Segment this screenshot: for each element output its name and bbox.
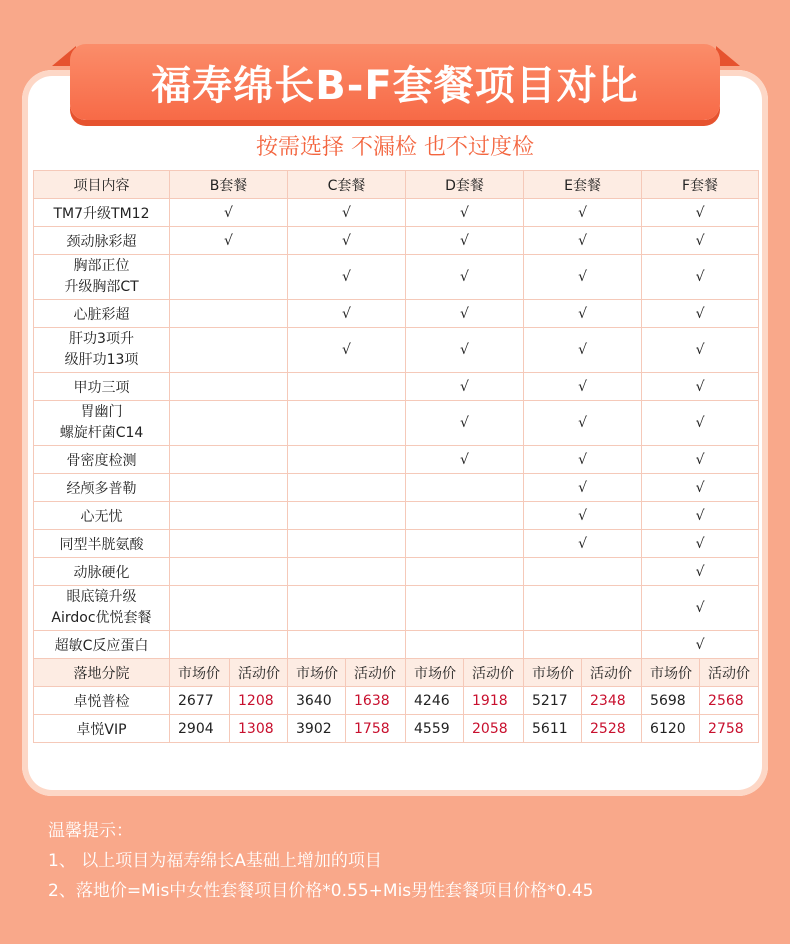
check-cell (642, 199, 759, 227)
checkmark-icon: √ (695, 479, 705, 496)
market-price-cell: 5698 (642, 687, 700, 715)
activity-price-header: 活动价 (700, 659, 759, 687)
tips-title: 温馨提示： (48, 821, 133, 841)
item-name-cell (34, 328, 170, 373)
check-cell (170, 255, 288, 300)
price-row (34, 715, 759, 743)
check-cell (406, 474, 524, 502)
page-subtitle: 按需选择 不漏检 也不过度检 (256, 135, 534, 160)
page-title: 福寿绵长B-F套餐项目对比 (151, 62, 639, 109)
market-price-cell: 4246 (406, 687, 464, 715)
activity-price-cell: 1638 (346, 687, 406, 715)
tips-item-1: 1、 以上项目为福寿绵长A基础上增加的项目 (48, 851, 382, 871)
check-cell (170, 586, 288, 631)
item-name-cell: TM7升级TM12 (34, 199, 170, 227)
table-row (34, 300, 759, 328)
market-price-cell: 6120 (642, 715, 700, 743)
activity-price-cell: 1758 (346, 715, 406, 743)
market-price-header: 市场价 (406, 659, 464, 687)
table-row (34, 446, 759, 474)
item-name-cell: 超敏C反应蛋白 (34, 631, 170, 659)
activity-price-header: 活动价 (582, 659, 642, 687)
checkmark-icon: √ (578, 268, 587, 285)
check-cell (170, 227, 288, 255)
table-row (34, 530, 759, 558)
item-name-line: 螺旋杆菌C14 (59, 425, 144, 441)
item-name-line: 级肝功13项 (64, 352, 139, 368)
check-cell (642, 586, 759, 631)
check-cell (288, 199, 406, 227)
check-cell (406, 300, 524, 328)
check-cell (288, 373, 406, 401)
title-banner (70, 44, 720, 120)
check-cell (170, 199, 288, 227)
header-cell: D套餐 (406, 171, 524, 199)
check-cell (406, 586, 524, 631)
item-name-cell (34, 401, 170, 446)
item-name-cell: 心无忧 (34, 502, 170, 530)
activity-price-cell: 2758 (700, 715, 759, 743)
checkmark-icon: √ (695, 204, 705, 221)
check-cell (406, 530, 524, 558)
checkmark-icon: √ (460, 232, 469, 249)
item-name-cell: 动脉硬化 (34, 558, 170, 586)
market-price-cell: 2904 (170, 715, 230, 743)
check-cell (288, 446, 406, 474)
check-cell (642, 401, 759, 446)
branch-name-cell: 卓悦VIP (34, 715, 170, 743)
item-name-cell: 同型半胱氨酸 (34, 530, 170, 558)
market-price-cell: 5611 (524, 715, 582, 743)
checkmark-icon: √ (578, 232, 587, 249)
check-cell (170, 401, 288, 446)
check-cell (170, 530, 288, 558)
check-cell (642, 373, 759, 401)
check-cell (524, 586, 642, 631)
checkmark-icon: √ (342, 305, 351, 322)
checkmark-icon: √ (578, 305, 587, 322)
table-row (34, 474, 759, 502)
checkmark-icon: √ (578, 341, 587, 358)
checkmark-icon: √ (578, 451, 587, 468)
check-cell (170, 300, 288, 328)
market-price-cell: 5217 (524, 687, 582, 715)
check-cell (288, 401, 406, 446)
activity-price-cell: 1208 (230, 687, 288, 715)
checkmark-icon: √ (224, 232, 233, 249)
table-row (34, 199, 759, 227)
checkmark-icon: √ (695, 268, 705, 285)
activity-price-cell: 2058 (464, 715, 524, 743)
table-row (34, 227, 759, 255)
check-cell (524, 502, 642, 530)
check-cell (524, 227, 642, 255)
activity-price-header: 活动价 (464, 659, 524, 687)
checkmark-icon: √ (695, 451, 705, 468)
checkmark-icon: √ (695, 636, 705, 653)
check-cell (288, 586, 406, 631)
check-cell (288, 502, 406, 530)
header-cell: F套餐 (642, 171, 759, 199)
activity-price-cell: 1308 (230, 715, 288, 743)
item-name-cell: 甲功三项 (34, 373, 170, 401)
table-row (34, 631, 759, 659)
item-name-line: 胃幽门 (80, 404, 123, 420)
check-cell (170, 474, 288, 502)
checkmark-icon: √ (695, 507, 705, 524)
check-cell (524, 255, 642, 300)
activity-price-cell: 1918 (464, 687, 524, 715)
check-cell (642, 530, 759, 558)
activity-price-cell: 2568 (700, 687, 759, 715)
check-cell (406, 199, 524, 227)
check-cell (288, 631, 406, 659)
checkmark-icon: √ (460, 341, 469, 358)
checkmark-icon: √ (342, 232, 351, 249)
check-cell (170, 328, 288, 373)
check-cell (524, 631, 642, 659)
checkmark-icon: √ (342, 204, 351, 221)
activity-price-cell: 2528 (582, 715, 642, 743)
check-cell (524, 328, 642, 373)
check-cell (288, 558, 406, 586)
item-name-cell: 心脏彩超 (34, 300, 170, 328)
table-row (34, 328, 759, 373)
check-cell (524, 199, 642, 227)
check-cell (524, 401, 642, 446)
item-name-cell: 经颅多普勒 (34, 474, 170, 502)
market-price-header: 市场价 (524, 659, 582, 687)
activity-price-cell: 2348 (582, 687, 642, 715)
table-row (34, 502, 759, 530)
header-cell: 项目内容 (34, 171, 170, 199)
item-name-line: 肝功3项升 (69, 331, 134, 347)
check-cell (642, 255, 759, 300)
check-cell (642, 502, 759, 530)
check-cell (642, 631, 759, 659)
checkmark-icon: √ (460, 268, 469, 285)
item-name-cell (34, 255, 170, 300)
checkmark-icon: √ (695, 305, 705, 322)
checkmark-icon: √ (342, 341, 351, 358)
checkmark-icon: √ (578, 378, 587, 395)
item-name-cell: 骨密度检测 (34, 446, 170, 474)
check-cell (524, 373, 642, 401)
checkmark-icon: √ (578, 507, 587, 524)
item-name-line: 胸部正位 (73, 258, 130, 274)
branch-name-cell: 卓悦普检 (34, 687, 170, 715)
header-cell: E套餐 (524, 171, 642, 199)
check-cell (288, 227, 406, 255)
tips-section (48, 816, 594, 906)
check-cell (170, 446, 288, 474)
checkmark-icon: √ (695, 232, 705, 249)
checkmark-icon: √ (578, 414, 587, 431)
check-cell (524, 474, 642, 502)
table-row (34, 586, 759, 631)
activity-price-header: 活动价 (346, 659, 406, 687)
market-price-header: 市场价 (642, 659, 700, 687)
check-cell (524, 300, 642, 328)
market-price-cell: 4559 (406, 715, 464, 743)
checkmark-icon: √ (578, 535, 587, 552)
check-cell (642, 558, 759, 586)
item-name-line: 升级胸部CT (64, 279, 139, 295)
check-cell (524, 446, 642, 474)
check-cell (406, 328, 524, 373)
checkmark-icon: √ (460, 451, 469, 468)
checkmark-icon: √ (460, 305, 469, 322)
check-cell (406, 255, 524, 300)
item-name-cell (34, 586, 170, 631)
check-cell (406, 446, 524, 474)
checkmark-icon: √ (695, 599, 705, 616)
checkmark-icon: √ (695, 378, 705, 395)
table-row (34, 373, 759, 401)
market-price-header: 市场价 (170, 659, 230, 687)
check-cell (642, 227, 759, 255)
check-cell (406, 502, 524, 530)
checkmark-icon: √ (460, 378, 469, 395)
check-cell (642, 474, 759, 502)
item-name-line: Airdoc优悦套餐 (51, 610, 152, 626)
check-cell (524, 558, 642, 586)
price-header-row (34, 659, 759, 687)
checkmark-icon: √ (578, 204, 587, 221)
table-header-row (34, 171, 759, 199)
item-name-cell: 颈动脉彩超 (34, 227, 170, 255)
checkmark-icon: √ (695, 341, 705, 358)
check-cell (288, 255, 406, 300)
header-cell: C套餐 (288, 171, 406, 199)
comparison-table (33, 170, 759, 743)
check-cell (170, 373, 288, 401)
checkmark-icon: √ (460, 414, 469, 431)
tips-item-2: 2、落地价=Mis中女性套餐项目价格*0.55+Mis男性套餐项目价格*0.45 (48, 881, 594, 901)
checkmark-icon: √ (695, 535, 705, 552)
check-cell (406, 401, 524, 446)
check-cell (406, 558, 524, 586)
check-cell (642, 328, 759, 373)
market-price-header: 市场价 (288, 659, 346, 687)
check-cell (170, 558, 288, 586)
table-row (34, 558, 759, 586)
item-name-line: 眼底镜升级 (66, 589, 137, 605)
check-cell (406, 631, 524, 659)
market-price-cell: 2677 (170, 687, 230, 715)
check-cell (288, 300, 406, 328)
check-cell (288, 530, 406, 558)
check-cell (288, 328, 406, 373)
check-cell (406, 227, 524, 255)
check-cell (406, 373, 524, 401)
check-cell (170, 502, 288, 530)
checkmark-icon: √ (460, 204, 469, 221)
table-row (34, 401, 759, 446)
check-cell (288, 474, 406, 502)
check-cell (170, 631, 288, 659)
checkmark-icon: √ (224, 204, 233, 221)
checkmark-icon: √ (342, 268, 351, 285)
checkmark-icon: √ (695, 563, 705, 580)
header-cell: B套餐 (170, 171, 288, 199)
activity-price-header: 活动价 (230, 659, 288, 687)
table-row (34, 255, 759, 300)
branch-header-cell: 落地分院 (34, 659, 170, 687)
check-cell (642, 446, 759, 474)
market-price-cell: 3640 (288, 687, 346, 715)
check-cell (524, 530, 642, 558)
price-row (34, 687, 759, 715)
checkmark-icon: √ (578, 479, 587, 496)
market-price-cell: 3902 (288, 715, 346, 743)
check-cell (642, 300, 759, 328)
checkmark-icon: √ (695, 414, 705, 431)
